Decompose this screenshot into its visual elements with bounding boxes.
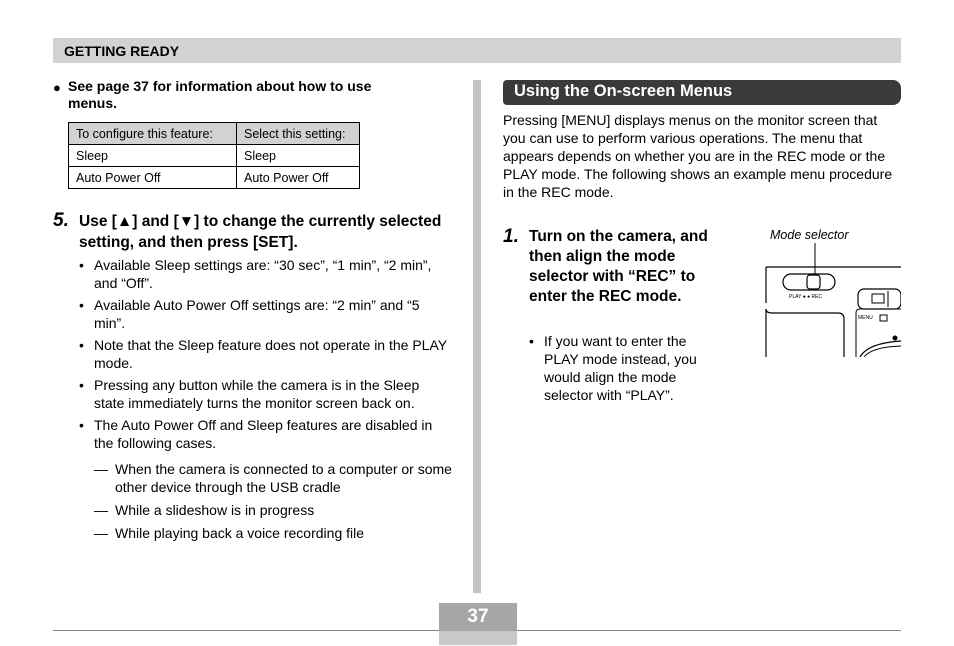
list-item: — When the camera is connected to a computer or some other device through the USB cradle: [94, 460, 464, 496]
list-item: — While a slideshow is in progress: [94, 501, 464, 519]
list-item: • The Auto Power Off and Sleep features are disabled in the following cases.: [79, 416, 449, 452]
step-5-bullets: [79, 256, 449, 456]
note-text: See page 37 for information about how to use menus.: [68, 78, 372, 111]
table-row: [69, 167, 360, 189]
step-title: Turn on the camera, and then align the mode selector with “REC” to enter the REC mode.: [529, 228, 708, 305]
step-title: Use [▲] and [▼] to change the currently selected setting, and then press [SET].: [79, 213, 442, 251]
menu-label: MENU: [858, 315, 873, 321]
page-number-base: [439, 631, 517, 645]
camera-illustration: [760, 243, 901, 357]
note-bullet-icon: ●: [53, 80, 61, 95]
list-item: • Note that the Sleep feature does not operate in the PLAY mode.: [79, 336, 449, 372]
page-number: 37: [439, 603, 517, 631]
table-header-cell: Select this setting:: [237, 123, 360, 145]
settings-table: [68, 122, 360, 189]
mode-labels: PLAY ● ● REC: [789, 294, 823, 300]
page-number-badge: [439, 603, 517, 645]
section-title-bar: [503, 80, 901, 105]
list-item: • If you want to enter the PLAY mode instead, you would align the mode selector with “PLAY”.: [529, 332, 709, 404]
step-number: 1.: [503, 226, 519, 247]
step-1-bullets: [529, 332, 709, 408]
column-divider: [473, 80, 481, 593]
table-cell: Auto Power Off: [237, 167, 360, 189]
section-header-bar: [53, 38, 901, 63]
table-cell: Sleep: [69, 145, 237, 167]
section-header-label: GETTING READY: [64, 43, 180, 59]
table-cell: Sleep: [237, 145, 360, 167]
table-header-row: [69, 123, 360, 145]
table-row: [69, 145, 360, 167]
table-cell: Auto Power Off: [69, 167, 237, 189]
illustration-caption: Mode selector: [770, 228, 849, 242]
step-number: 5.: [53, 210, 69, 231]
reference-note: [53, 78, 413, 112]
section-title: Using the On-screen Menus: [514, 82, 733, 100]
list-item: • Available Sleep settings are: “30 sec”, “1 min”, “2 min”, and “Off”.: [79, 256, 449, 292]
disabled-cases-list: [79, 460, 464, 547]
intro-paragraph: Pressing [MENU] displays menus on the monitor screen that you can use to perform various operations. The menu that appears depends on whether you are in the REC mode or the PLAY mode. The following shows an example menu procedure in the REC mode.: [503, 112, 893, 200]
list-item: • Pressing any button while the camera is in the Sleep state immediately turns the monitor screen back on.: [79, 376, 449, 412]
list-item: • Available Auto Power Off settings are: “2 min” and “5 min”.: [79, 296, 449, 332]
list-item: — While playing back a voice recording file: [94, 524, 464, 542]
table-header-cell: To configure this feature:: [69, 123, 237, 145]
